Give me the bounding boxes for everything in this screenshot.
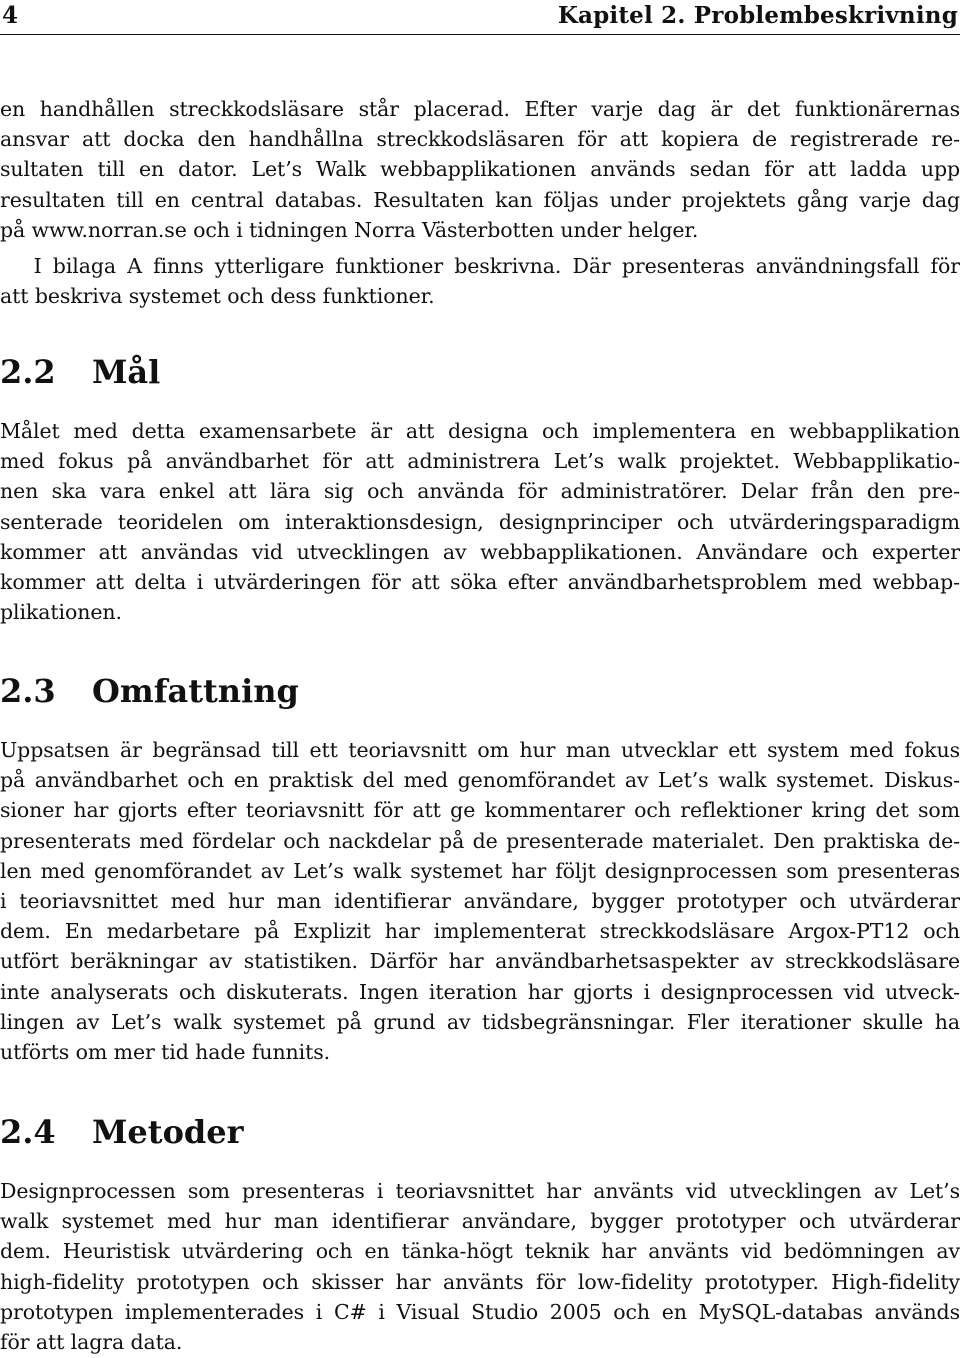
section-body-mal — [0, 416, 960, 627]
text-line: för att lagra data. — [0, 1330, 183, 1355]
text-line: plikationen. — [0, 600, 122, 625]
text-line: kommer att delta i utvärderingen för att söka efter användbarhetsproblem med webbap- — [0, 570, 960, 595]
text-line: walk systemet med hur man identifierar användare, bygger prototyper och utvärderar — [0, 1209, 960, 1234]
section-number: 2.2 — [0, 353, 56, 391]
text-line: sioner har gjorts efter teoriavsnitt för att ge kommentarer och reflektioner kring det som — [0, 798, 960, 823]
text-line: nen ska vara enkel att lära sig och använda för administratörer. Delar från den pre- — [0, 479, 960, 504]
section-title: Metoder — [92, 1113, 244, 1151]
section-number: 2.3 — [0, 672, 56, 710]
section-heading-mal — [0, 352, 160, 392]
page-number: 4 — [2, 2, 19, 29]
text-line: I bilaga A finns ytterligare funktioner beskrivna. Där presenteras användningsfall för — [0, 254, 960, 278]
running-title: Kapitel 2. Problembeskrivning — [557, 2, 958, 29]
text-line: len med genomförandet av Let’s walk systemet har följt designprocessen som presenteras — [0, 858, 960, 883]
text-line: kommer att användas vid utvecklingen av webbapplikationen. Användare och experter — [0, 539, 960, 564]
text-line: dem. En medarbetare på Explizit har implementerat streckkodsläsare Argox-PT12 och — [0, 919, 960, 944]
text-line: presenterats med fördelar och nackdelar på de presenterade materialet. Den praktiska de- — [0, 828, 960, 853]
text-line: i teoriavsnittet med hur man identifierar användare, bygger prototyper och utvärderar — [0, 889, 960, 914]
text-line: på användbarhet och en praktisk del med genomförandet av Let’s walk systemet. Diskus- — [0, 768, 960, 793]
text-line: high-fidelity prototypen och skisser har använts för low-fidelity prototyper. High-fidelity — [0, 1269, 960, 1294]
bilaga-paragraph — [0, 251, 960, 311]
text-line: dem. Heuristisk utvärdering och en tänka-högt teknik har använts vid bedömningen av — [0, 1239, 960, 1264]
text-line: sultaten till en dator. Let’s Walk webbapplikationen används sedan för att ladda upp — [0, 157, 960, 182]
text-line: resultaten till en central databas. Resultaten kan följas under projektets gång varje dag — [0, 187, 960, 212]
text-line: inte analyserats och diskuterats. Ingen iteration har gjorts i designprocessen vid utveck- — [0, 979, 960, 1004]
section-heading-metoder — [0, 1112, 244, 1152]
text-line: utfört beräkningar av statistiken. Därför har användbarhetsaspekter av streckkodsläsare — [0, 949, 960, 974]
intro-paragraph — [0, 94, 960, 245]
text-line: Uppsatsen är begränsad till ett teoriavsnitt om hur man utvecklar ett system med fokus — [0, 738, 960, 762]
text-line: prototypen implementerades i C# i Visual Studio 2005 och en MySQL-databas används — [0, 1299, 960, 1324]
section-title: Mål — [92, 353, 161, 391]
section-body-omfattning — [0, 735, 960, 1067]
text-line: Målet med detta examensarbete är att designa och implementera en webbapplikation — [0, 419, 960, 443]
text-line: på www.norran.se och i tidningen Norra Västerbotten under helger. — [0, 217, 699, 242]
text-line: Designprocessen som presenteras i teoriavsnittet har använts vid utvecklingen av Let’s — [0, 1179, 960, 1203]
section-number: 2.4 — [0, 1113, 56, 1151]
text-line: med fokus på användbarhet för att administrera Let’s walk projektet. Webbapplikatio- — [0, 449, 960, 474]
text-line: lingen av Let’s walk systemet på grund av tidsbegränsningar. Fler iterationer skulle ha — [0, 1009, 960, 1034]
text-line: att beskriva systemet och dess funktioner. — [0, 284, 435, 309]
page-header — [0, 0, 960, 35]
section-heading-omfattning — [0, 671, 299, 711]
text-line: en handhållen streckkodsläsare står placerad. Efter varje dag är det funktionärernas — [0, 97, 960, 121]
text-line: ansvar att docka den handhållna streckkodsläsaren för att kopiera de registrerade re- — [0, 127, 960, 152]
text-line: utförts om mer tid hade funnits. — [0, 1040, 331, 1065]
section-title: Omfattning — [92, 672, 299, 710]
text-line: senterade teoridelen om interaktionsdesign, designprinciper och utvärderingsparadigm — [0, 509, 960, 534]
section-body-metoder — [0, 1176, 960, 1357]
